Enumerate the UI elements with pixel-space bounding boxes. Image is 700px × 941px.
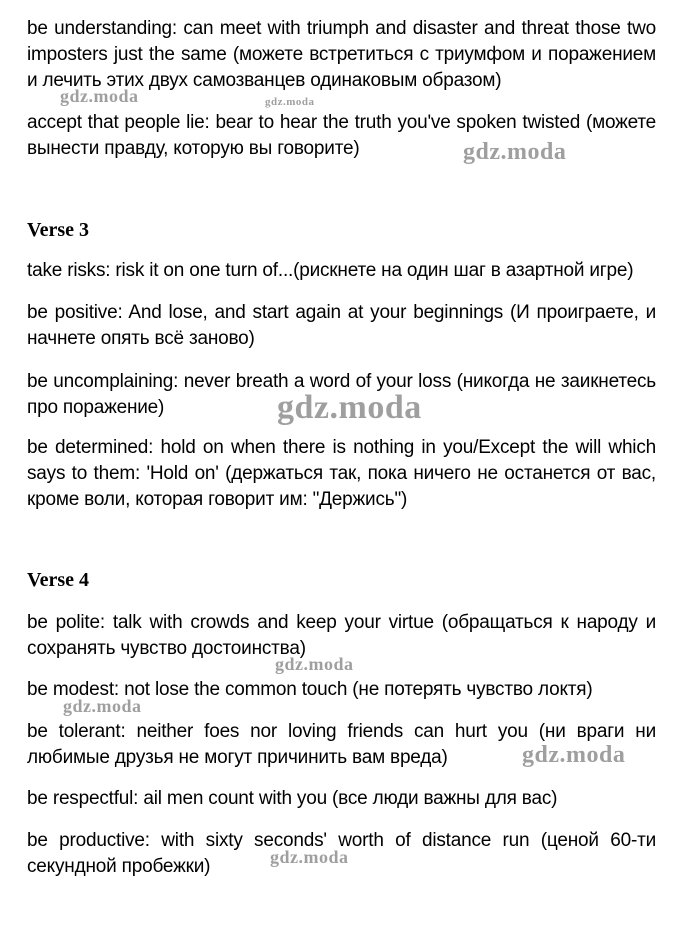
watermark: gdz.moda: [463, 139, 567, 165]
item-be-polite: be polite: talk with crowds and keep your virtue (обращаться к народу и сохранять чувство достоинства): [27, 612, 656, 659]
watermark: gdz.moda: [265, 96, 315, 108]
item-be-determined: be determined: hold on when there is nothing in you/Except the will which says to them: 'Hold on' (держаться так, пока ничего не останется от вас, кроме воли, которая говорит им: "Держись"): [27, 437, 656, 510]
item-be-tolerant: be tolerant: neither foes nor loving friends can hurt you (ни враги ни любимые друзья не могут причинить вам вреда): [27, 721, 656, 768]
item-be-uncomplaining: be uncomplaining: never breath a word of your loss (никогда не заикнетесь про поражение): [27, 371, 656, 418]
item-be-understanding: be understanding: can meet with triumph and disaster and threat those two imposters just the same (можете встретиться с триумфом и поражением и лечить этих двух самозванцев одинаковым образом): [27, 18, 656, 91]
item-be-modest: be modest: not lose the common touch (не потерять чувство локтя): [27, 679, 593, 700]
watermark: gdz.moda: [270, 847, 349, 867]
watermark: gdz.moda: [275, 654, 354, 674]
item-be-productive: be productive: with sixty seconds' worth of distance run (ценой 60-ти секундной пробежки): [27, 830, 656, 877]
watermark: gdz.moda: [522, 742, 626, 768]
item-accept-that-people-lie: accept that people lie: bear to hear the truth you've spoken twisted (можете вынести правду, которую вы говорите): [27, 112, 656, 159]
item-be-respectful: be respectful: ail men count with you (все люди важны для вас): [27, 788, 558, 809]
item-be-positive: be positive: And lose, and start again at your beginnings (И проиграете, и начнете опять всё заново): [27, 302, 656, 349]
verse-3-heading: Verse 3: [27, 219, 90, 241]
item-take-risks: take risks: risk it on one turn of...(рискнете на один шаг в азартной игре): [27, 260, 634, 281]
watermark: gdz.moda: [63, 696, 142, 716]
watermark: gdz.moda: [277, 389, 422, 426]
watermark: gdz.moda: [60, 86, 139, 106]
verse-4-heading: Verse 4: [27, 569, 90, 591]
